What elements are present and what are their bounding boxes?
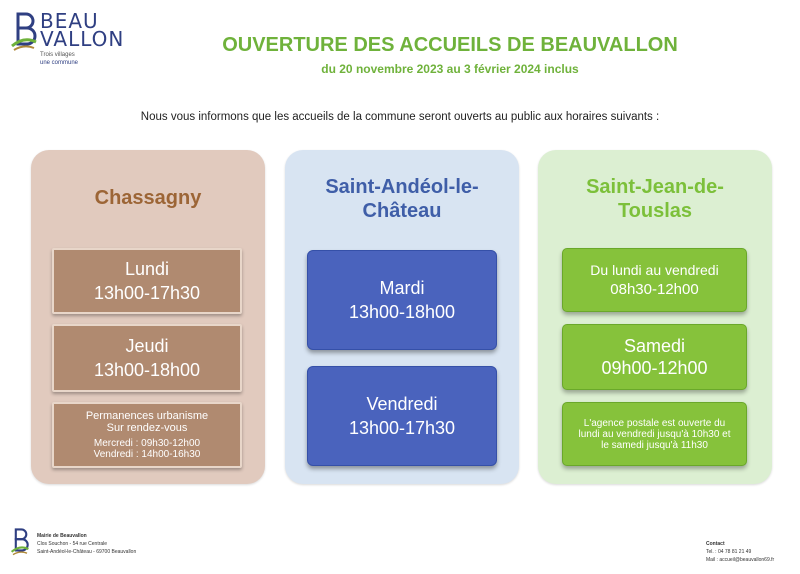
slot-line: Vendredi : 14h00-16h30 — [93, 449, 201, 460]
schedule-slot — [562, 324, 747, 390]
footer-address-line-2: Saint-Andéol-le-Château - 69700 Beauvallon — [37, 549, 137, 555]
slot-line: Permanences urbanisme — [85, 410, 209, 422]
schedule-slot — [307, 250, 497, 350]
card-title-line-2: Château — [362, 200, 442, 222]
card-saint-jean — [538, 150, 772, 484]
footer-address-line-1: Clos Souchon - 54 rue Centrale — [37, 541, 108, 547]
slot-day: Mardi — [379, 278, 425, 298]
footer-address — [37, 532, 136, 556]
logo-wordmark — [40, 9, 125, 51]
page-title: OUVERTURE DES ACCUEILS DE BEAUVALLON — [222, 34, 678, 56]
urbanisme-slot — [52, 402, 242, 468]
footer-contact — [706, 540, 774, 564]
logo-wordmark-top: BEAU — [40, 9, 99, 33]
slot-line: le samedi jusqu'à 11h30 — [601, 439, 708, 451]
logo-emblem-icon — [10, 12, 38, 52]
postal-agency-slot — [562, 402, 747, 466]
slot-day: Jeudi — [125, 336, 169, 356]
card-saint-andeol — [285, 150, 519, 484]
schedule-slot — [52, 248, 242, 314]
slot-hours: 13h00-18h00 — [348, 302, 456, 322]
card-title — [293, 175, 511, 223]
slot-line: lundi au vendredi jusqu'à 10h30 et — [578, 428, 731, 440]
slot-day: Vendredi — [366, 394, 438, 414]
card-title — [546, 175, 764, 223]
slot-hours: 09h00-12h00 — [601, 358, 708, 378]
footer-logo-icon — [10, 528, 30, 561]
logo-tagline-1: Trois villages — [40, 52, 75, 58]
card-chassagny — [31, 150, 265, 484]
footer-tel: Tel. : 04 78 81 21 49 — [706, 549, 752, 555]
slot-hours: 08h30-12h00 — [610, 281, 699, 298]
slot-day: Du lundi au vendredi — [590, 262, 719, 278]
slot-day: Samedi — [623, 336, 686, 356]
footer-org: Mairie de Beauvallon — [37, 533, 87, 539]
slot-hours: 13h00-18h00 — [93, 360, 201, 380]
card-title-line-1: Saint-Andéol-le- — [325, 176, 479, 198]
card-title-line-1: Saint-Jean-de- — [586, 176, 724, 198]
page-subtitle: du 20 novembre 2023 au 3 février 2024 inclus — [321, 62, 579, 76]
slot-line: Sur rendez-vous — [106, 422, 188, 434]
beauvallon-logo — [10, 8, 130, 68]
slot-day: Lundi — [124, 259, 170, 279]
footer-contact-label: Contact — [706, 541, 725, 547]
footer-mail: Mail : accueil@beauvallon69.fr — [706, 557, 775, 563]
slot-line: L'agence postale est ouverte du — [583, 417, 726, 429]
slot-hours: 13h00-17h30 — [93, 283, 201, 303]
card-title: Chassagny — [94, 187, 202, 209]
schedule-slot — [307, 366, 497, 466]
schedule-slot — [52, 324, 242, 392]
logo-wordmark-bottom: VALLON — [40, 27, 125, 51]
logo-tagline-2: une commune — [40, 60, 79, 66]
slot-hours: 13h00-17h30 — [348, 418, 456, 438]
card-title-line-2: Touslas — [617, 200, 693, 222]
slot-line: Mercredi : 09h30-12h00 — [93, 438, 201, 449]
intro-text: Nous vous informons que les accueils de la commune seront ouverts au public aux horaires suivants : — [140, 111, 660, 123]
schedule-slot — [562, 248, 747, 312]
